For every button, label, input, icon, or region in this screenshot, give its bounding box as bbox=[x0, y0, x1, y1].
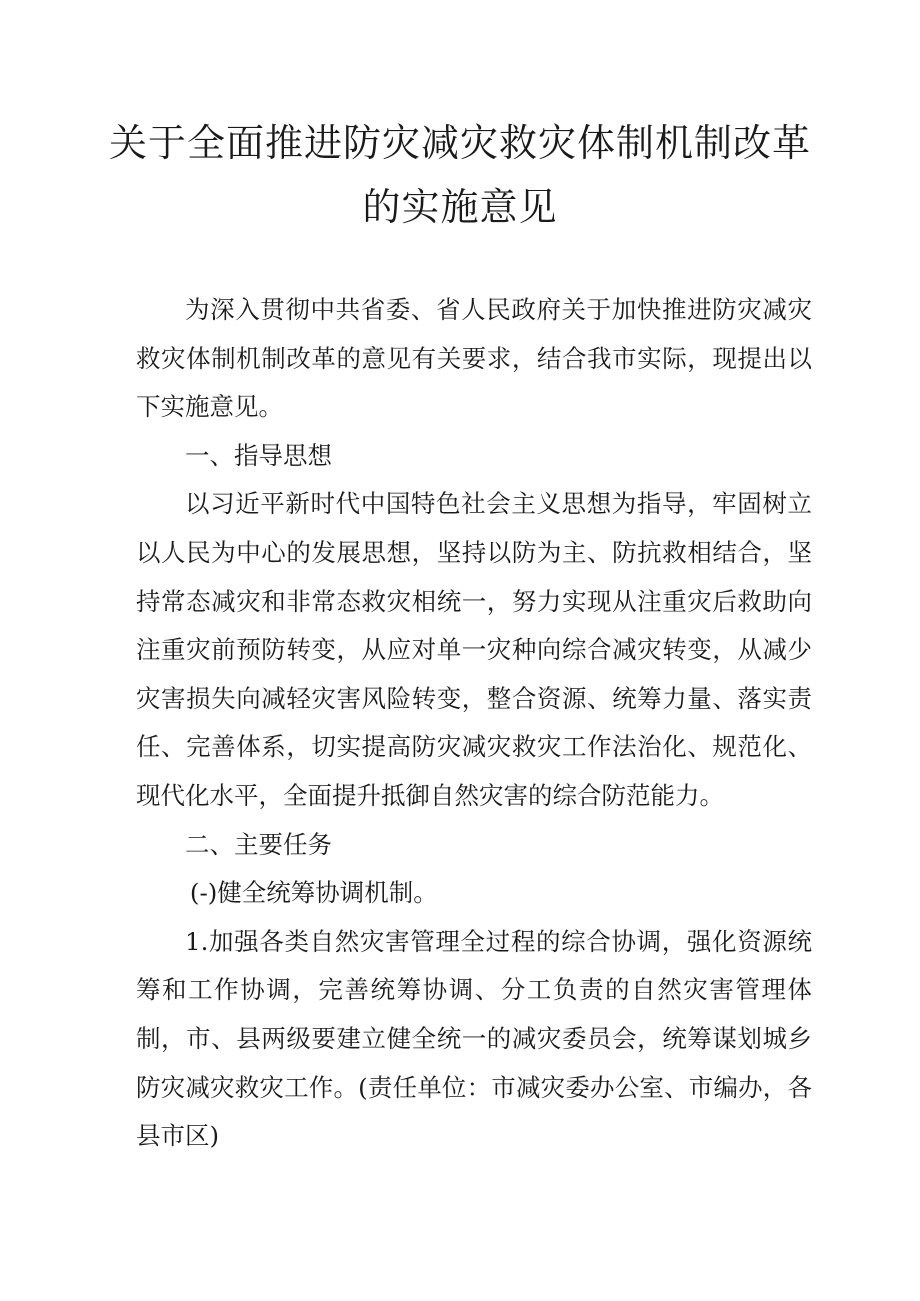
section1-paragraph: 以习近平新时代中国特色社会主义思想为指导，牢固树立以人民为中心的发展思想，坚持以防为主、防抗救相结合，坚持常态减灾和非常态救灾相统一，努力实现从注重灾后救助向注重灾前预防转变，从应对单一灾种向综合减灾转变，从减少灾害损失向减轻灾害风险转变，整合资源、统筹力量、落实责任、完善体系，切实提高防灾减灾救灾工作法治化、规范化、现代化水平，全面提升抵御自然灾害的综合防范能力。 bbox=[136, 489, 812, 810]
section1-heading: 一、指导思想 bbox=[185, 440, 332, 470]
subsection1-heading: (-)健全统筹协调机制。 bbox=[189, 878, 438, 908]
document-body bbox=[136, 286, 812, 1161]
document-title-line1: 关于全面推进防灾减灾救灾体制机制改革 bbox=[108, 121, 811, 165]
item1-paragraph: 1.加强各类自然灾害管理全过程的综合协调，强化资源统筹和工作协调，完善统筹协调、分工负责的自然灾害管理体制，市、县两级要建立健全统一的减灾委员会，统筹谋划城乡防灾减灾救灾工作。(责任单位：市减灾委办公室、市编办，各县市区) bbox=[136, 926, 812, 1151]
document-title-line2: 的实施意见 bbox=[362, 185, 558, 229]
intro-paragraph: 为深入贯彻中共省委、省人民政府关于加快推进防灾减灾救灾体制机制改革的意见有关要求，结合我市实际，现提出以下实施意见。 bbox=[136, 295, 812, 422]
section2-heading: 二、主要任务 bbox=[185, 829, 332, 859]
